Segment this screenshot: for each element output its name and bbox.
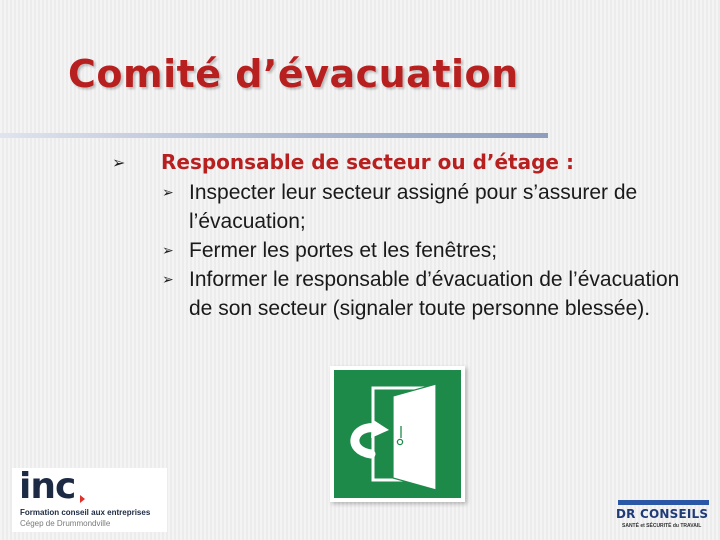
dr-logo-tagline: SANTÉ et SÉCURITÉ du TRAVAIL [622, 523, 702, 529]
dr-logo-name: DR CONSEILS [616, 507, 709, 521]
arrowhead-bullet-icon: ➢ [112, 155, 126, 172]
exit-door-graphic [330, 366, 465, 502]
list-item [161, 236, 681, 265]
responsibility-list [161, 178, 681, 323]
inc-logo [12, 468, 167, 532]
logo-bar [618, 500, 709, 505]
list-item [161, 265, 681, 323]
slide-title: Comité d’évacuation [68, 52, 519, 96]
dr-conseils-logo [608, 498, 712, 536]
inc-subtitle: Cégep de Drummondville [20, 519, 111, 528]
red-arrow-icon [80, 495, 85, 503]
arrowhead-bullet-icon: ➢ [162, 242, 174, 258]
list-item [161, 178, 681, 236]
list-item-text: Inspecter leur secteur assigné pour s’assurer de l’évacuation; [189, 181, 638, 233]
arrowhead-bullet-icon: ➢ [162, 271, 174, 287]
section-heading: Responsable de secteur ou d’étage : [161, 150, 574, 174]
emergency-exit-door-sign-icon [330, 366, 465, 502]
inc-logo-word: inc [19, 466, 76, 507]
list-item-text: Fermer les portes et les fenêtres; [189, 239, 498, 262]
inc-tagline: Formation conseil aux entreprises [20, 508, 151, 517]
title-divider [0, 133, 548, 138]
list-item-text: Informer le responsable d’évacuation de l’évacuation de son secteur (signaler toute personne blessée). [189, 268, 680, 320]
arrowhead-bullet-icon: ➢ [162, 184, 174, 200]
